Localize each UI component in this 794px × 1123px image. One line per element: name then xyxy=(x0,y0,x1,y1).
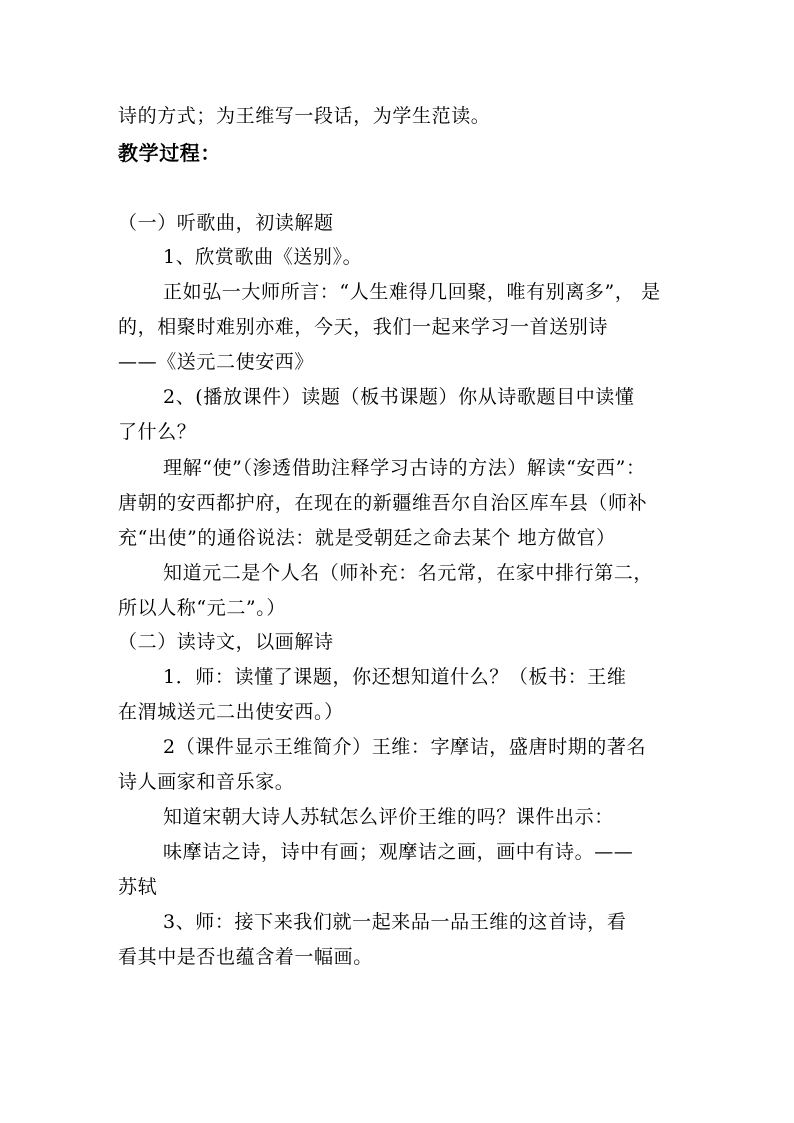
text-line: 充“出使”的通俗说法：就是受朝廷之命去某个 地方做官） xyxy=(118,527,616,549)
text-line: 诗的方式；为王维写一段话，为学生范读。 xyxy=(118,105,491,127)
text-line: 了什么？ xyxy=(118,421,197,443)
text-line: 3、师：接下来我们就一起来品一品王维的这首诗，看 xyxy=(163,911,627,933)
text-line: 1、欣赏歌曲《送别》。 xyxy=(163,246,363,268)
text-line: 看其中是否也蕴含着一幅画。 xyxy=(118,946,373,968)
text-line: 2（课件显示王维简介）王维：字摩诘，盛唐时期的著名 xyxy=(163,736,647,758)
text-line: 正如弘一大师所言：“人生难得几回聚，唯有别离多”， 是 xyxy=(163,281,661,303)
text-line: ——《送元二使安西》 xyxy=(118,351,315,373)
text-line: 在渭城送元二出使安西。） xyxy=(118,701,344,723)
subsection-heading: （二）读诗文，以画解诗 xyxy=(118,631,334,653)
text-line: 2、(播放课件）读题（板书课题）你从诗歌题目中读懂 xyxy=(163,386,635,408)
text-line: 知道宋朝大诗人苏轼怎么评价王维的吗？课件出示： xyxy=(163,806,614,828)
section-heading: 教学过程： xyxy=(118,141,221,165)
text-line: 理解“使”（渗透借助注释学习古诗的方法）解读“安西”： xyxy=(163,457,646,479)
text-line: 味摩诘之诗，诗中有画；观摩诘之画，画中有诗。—— xyxy=(163,841,634,863)
text-line: 诗人画家和音乐家。 xyxy=(118,771,295,793)
subsection-heading: （一）听歌曲，初读解题 xyxy=(118,212,334,234)
text-line: 的，相聚时难别亦难，今天，我们一起来学习一首送别诗 xyxy=(118,316,609,338)
text-line: 知道元二是个人名（师补充：名元常，在家中排行第二， xyxy=(163,562,654,584)
text-line: 1．师：读懂了课题，你还想知道什么？（板书：王维 xyxy=(163,666,627,688)
text-line: 苏轼 xyxy=(118,876,158,898)
text-line: 所以人称“元二”。） xyxy=(118,597,286,619)
text-line: 唐朝的安西都护府，在现在的新疆维吾尔自治区库车县（师补 xyxy=(118,492,648,514)
